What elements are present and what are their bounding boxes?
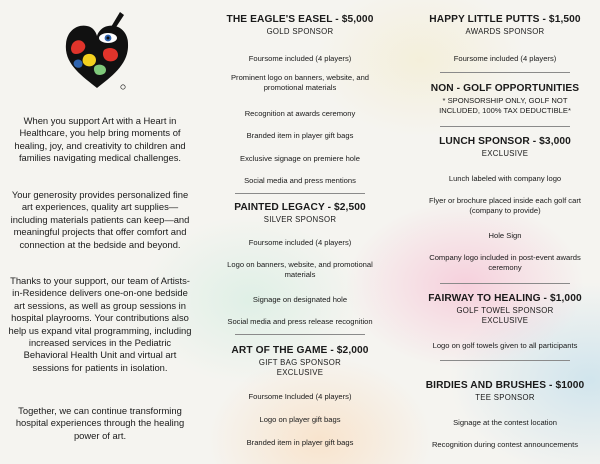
divider: [440, 360, 570, 361]
section-subtitle: AWARDS SPONSOR: [465, 27, 545, 36]
happy-little-putts-section: [410, 14, 600, 37]
benefit-item: Social media and press release recognition: [227, 317, 373, 326]
section-subtitle: EXCLUSIVE: [481, 149, 529, 158]
benefit-item: Branded item in player gift bags: [246, 131, 354, 140]
benefit-item: Signage at the contest location: [453, 418, 557, 427]
section-subtitle-exclusive: EXCLUSIVE: [276, 368, 324, 377]
section-title: BIRDIES AND BRUSHES - $1000: [425, 380, 585, 391]
benefit-item: Foursome Included (4 players): [248, 392, 352, 401]
benefit-item: Company logo included in post-event awards ceremony: [429, 253, 581, 272]
intro-paragraph-2: Your generosity provides personalized fine art experiences, quality art supplies—including materials patients can keep—and meaningful projects that offer comfort and connection at the bedside and beyond.: [10, 189, 190, 250]
section-subtitle: TEE SPONSOR: [475, 393, 535, 402]
fairway-to-healing-section: [410, 293, 600, 326]
benefit-item: Logo on banners, website, and promotional materials: [227, 260, 373, 279]
birdies-and-brushes-section: [410, 380, 600, 403]
heart-palette-icon: [62, 10, 132, 95]
section-subtitle: SILVER SPONSOR: [263, 215, 337, 224]
benefit-item: Hole Sign: [488, 231, 522, 240]
benefit-item: Logo on golf towels given to all participants: [432, 341, 578, 350]
art-of-the-game-section: [205, 345, 395, 378]
intro-paragraph-4: Together, we can continue transforming hospital experiences through the healing power of art.: [15, 405, 185, 441]
benefit-item: Signage on designated hole: [252, 295, 348, 304]
benefit-item: Flyer or brochure placed inside each golf cart (company to provide): [429, 196, 581, 215]
section-title: NON - GOLF OPPORTUNITIES: [430, 83, 580, 94]
divider: [235, 193, 365, 194]
benefit-item: Recognition at awards ceremony: [244, 109, 356, 118]
benefit-item: Recognition during contest announcements: [431, 440, 579, 449]
divider: [440, 126, 570, 127]
divider: [235, 334, 365, 335]
non-golf-section: [410, 83, 600, 116]
divider: [440, 283, 570, 284]
section-title: PAINTED LEGACY - $2,500: [234, 202, 366, 213]
benefit-item: Social media and press mentions: [244, 176, 356, 185]
intro-paragraph-1: When you support Art with a Heart in Healthcare, you help bring moments of healing, joy, and creativity to children and families navigating medical challenges.: [14, 115, 186, 164]
section-subtitle: GOLF TOWEL SPONSOR: [456, 306, 554, 315]
section-title: ART OF THE GAME - $2,000: [231, 345, 369, 356]
section-title: HAPPY LITTLE PUTTS - $1,500: [429, 14, 581, 25]
benefit-item: Foursome included (4 players): [248, 54, 352, 63]
painted-legacy-section: [205, 202, 395, 225]
benefit-item: Lunch labeled with company logo: [448, 174, 562, 183]
section-title: THE EAGLE'S EASEL - $5,000: [226, 14, 374, 25]
benefit-item: Prominent logo on banners, website, and promotional materials: [230, 73, 370, 92]
divider: [440, 72, 570, 73]
lunch-section: [410, 136, 600, 159]
section-title: LUNCH SPONSOR - $3,000: [439, 136, 571, 147]
benefit-item: Foursome included (4 players): [248, 238, 352, 247]
benefit-item: Branded item in player gift bags: [246, 438, 354, 447]
benefit-item: Foursome included (4 players): [453, 54, 557, 63]
section-subtitle-exclusive: EXCLUSIVE: [481, 316, 529, 325]
section-note: * SPONSORSHIP ONLY, GOLF NOT INCLUDED, 100% TAX DEDUCTIBLE*: [439, 96, 571, 115]
section-subtitle: GIFT BAG SPONSOR: [258, 358, 342, 367]
benefit-item: Exclusive signage on premiere hole: [240, 154, 360, 163]
section-subtitle: GOLD SPONSOR: [266, 27, 334, 36]
section-title: FAIRWAY TO HEALING - $1,000: [428, 293, 582, 304]
eagles-easel-section: [205, 14, 395, 37]
intro-paragraph-3: Thanks to your support, our team of Artists-in-Residence delivers one-on-one bedside art sessions, as well as group sessions in hospital playrooms. Your contributions also help us expand vital programming, including increased services in the Pediatric Behavioral Health Unit and virtual art sessions for patients in isolation.: [8, 275, 192, 373]
benefit-item: Logo on player gift bags: [259, 415, 341, 424]
